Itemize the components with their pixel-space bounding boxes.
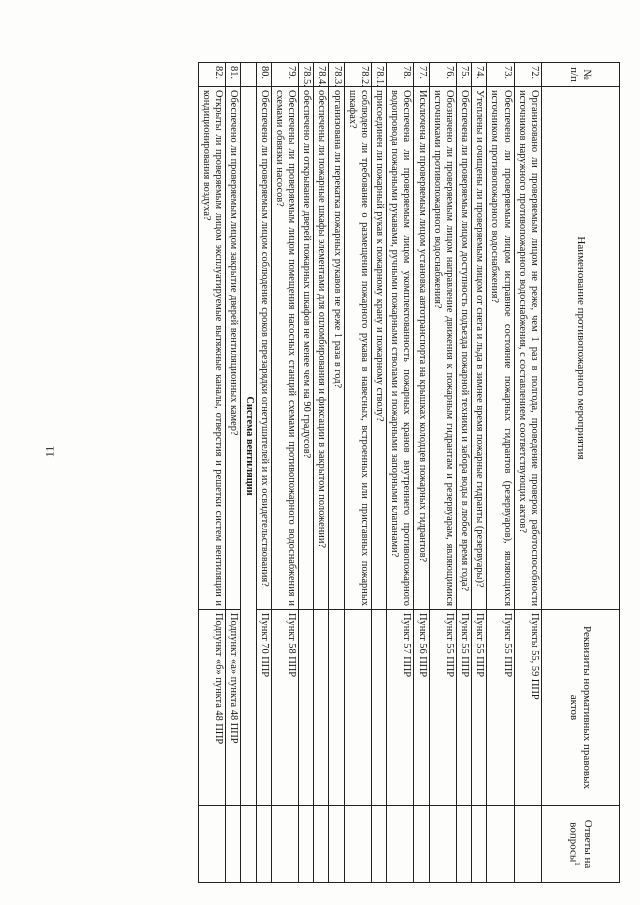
measure-text: Обеспечено ли проверяемым лицом закрытие дверей вентиляционных камер? <box>226 87 241 610</box>
row-number: 79. <box>271 63 298 87</box>
row-number: 78. <box>387 63 414 87</box>
answer-cell <box>299 806 314 883</box>
requisites: Пункт 56 ППР <box>414 610 429 806</box>
answer-cell <box>429 806 456 883</box>
table-row <box>226 63 241 883</box>
table-row <box>344 63 371 883</box>
measure-text: Утеплены и очищены ли проверяемым лицом от снега и льда в зимнее время пожарные гидранты (резервуары)? <box>472 87 487 610</box>
table-row <box>456 63 471 883</box>
answer-cell <box>514 806 541 883</box>
section-row <box>241 63 256 883</box>
table-row <box>387 63 414 883</box>
requisites: Пункт 57 ППР <box>387 610 414 806</box>
measure-text: Обеспечена ли проверяемым лицом укомплектованность пожарных кранов внутреннего противопожарного водопровода пожарными рукавами, ручными пожарными стволами и пожарными запорными клапанами? <box>387 87 414 610</box>
table-header-row <box>542 63 620 883</box>
measure-text: Открыты ли проверяемым лицом эксплуатируемые вытяжные каналы, отверстия и решетки систем вентиляции и кондиционирования воздуха? <box>198 87 225 610</box>
answer-cell <box>387 806 414 883</box>
row-number: 82. <box>198 63 225 87</box>
requisites: Пункт 70 ППР <box>256 610 271 806</box>
row-number: 81. <box>226 63 241 87</box>
measure-text: Обеспечено ли проверяемым лицом соблюдение сроков перезарядки огнетушителей и их освидетельствования? <box>256 87 271 610</box>
measure-text: Организовано ли проверяемым лицом не реже, чем 1 раз в полгода, проведение проверок работоспособности источников наружного противопожарного водоснабжения, с составлением соответствующих актов? <box>514 87 541 610</box>
table-row <box>414 63 429 883</box>
header-answers: Ответы на вопросы$^1$ <box>542 806 620 883</box>
answer-cell <box>487 806 514 883</box>
measure-text: соблюдено ли требование о размещении пожарного рукава в навесных, встроенных или приставных пожарных шкафах? <box>344 87 371 610</box>
row-number: 76. <box>429 63 456 87</box>
header-name: Наименование противопожарного мероприятия <box>542 87 620 610</box>
measure-text: присоединен ли пожарный рукав к пожарному крану и пожарному стволу? <box>371 87 386 610</box>
answer-cell <box>344 806 371 883</box>
requisites: Пункт 55 ППР <box>487 610 514 806</box>
measure-text: Обозначено ли проверяемым лицом направление движения к пожарным гидрантам и резервуарам, являющимися источниками противопожарного водоснабжения? <box>429 87 456 610</box>
measure-text: Обеспечена ли проверяемым лицом доступность подъезда пожарной техники и забора воды в любое время года? <box>456 87 471 610</box>
requisites: Пункт 55 ППР <box>429 610 456 806</box>
requisites <box>299 610 314 806</box>
measure-text: обеспечены ли пожарные шкафы элементами для опломбирования и фиксации в закрытом положении? <box>314 87 329 610</box>
requisites <box>314 610 329 806</box>
rotated-page <box>93 62 620 882</box>
table-row <box>487 63 514 883</box>
header-num: № п/п <box>542 63 620 87</box>
row-number: 78.3. <box>329 63 344 87</box>
requisites: Пункт 55 ППР <box>472 610 487 806</box>
requisites: Подпункт «б» пункта 48 ППР <box>198 610 225 806</box>
answer-cell <box>198 806 225 883</box>
answer-cell <box>314 806 329 883</box>
answer-cell <box>371 806 386 883</box>
measure-text: Обеспечено ли проверяемым лицом исправное состояние пожарных гидрантов (резервуаров), являющихся источником противопожарного водоснабжения? <box>487 87 514 610</box>
answer-cell <box>456 806 471 883</box>
table-row <box>329 63 344 883</box>
row-number: 73. <box>487 63 514 87</box>
table-row <box>429 63 456 883</box>
table-row <box>371 63 386 883</box>
row-number: 74. <box>472 63 487 87</box>
measure-text: Исключена ли проверяемым лицом установка автотранспорта на крышках колодцев пожарных гидрантов? <box>414 87 429 610</box>
section-title: Система вентиляции <box>241 87 256 806</box>
measure-text: Обеспечены ли проверяемым лицом помещения насосных станций схемами противопожарного водоснабжения и схемами обвязки насосов? <box>271 87 298 610</box>
row-number: 77. <box>414 63 429 87</box>
row-number: 78.1. <box>371 63 386 87</box>
fire-safety-checklist-table <box>198 62 620 883</box>
table-row <box>256 63 271 883</box>
requisites: Пункт 58 ППР <box>271 610 298 806</box>
answer-cell <box>329 806 344 883</box>
requisites <box>344 610 371 806</box>
requisites: Пункт 55 ППР <box>456 610 471 806</box>
measure-text: обеспечено ли открывание дверей пожарных шкафов не менее чем на 90 градусов? <box>299 87 314 610</box>
answer-cell <box>472 806 487 883</box>
row-number: 78.5. <box>299 63 314 87</box>
answer-cell <box>256 806 271 883</box>
requisites: Подпункт «а» пункта 48 ППР <box>226 610 241 806</box>
requisites <box>329 610 344 806</box>
row-number: 78.4. <box>314 63 329 87</box>
page-number: 11 <box>42 445 57 458</box>
requisites: Пункты 55, 59 ППР <box>514 610 541 806</box>
table-row <box>299 63 314 883</box>
table-row <box>314 63 329 883</box>
header-requisites: Реквизиты нормативных правовых актов <box>542 610 620 806</box>
table-row <box>472 63 487 883</box>
answer-cell <box>271 806 298 883</box>
answer-cell <box>226 806 241 883</box>
table-row <box>198 63 225 883</box>
table-row <box>514 63 541 883</box>
table-row <box>271 63 298 883</box>
row-number: 72. <box>514 63 541 87</box>
measure-text: организована ли перекатка пожарных рукавов не реже 1 раза в год? <box>329 87 344 610</box>
answer-cell <box>414 806 429 883</box>
row-number: 75. <box>456 63 471 87</box>
requisites <box>371 610 386 806</box>
row-number: 78.2. <box>344 63 371 87</box>
row-number: 80. <box>256 63 271 87</box>
